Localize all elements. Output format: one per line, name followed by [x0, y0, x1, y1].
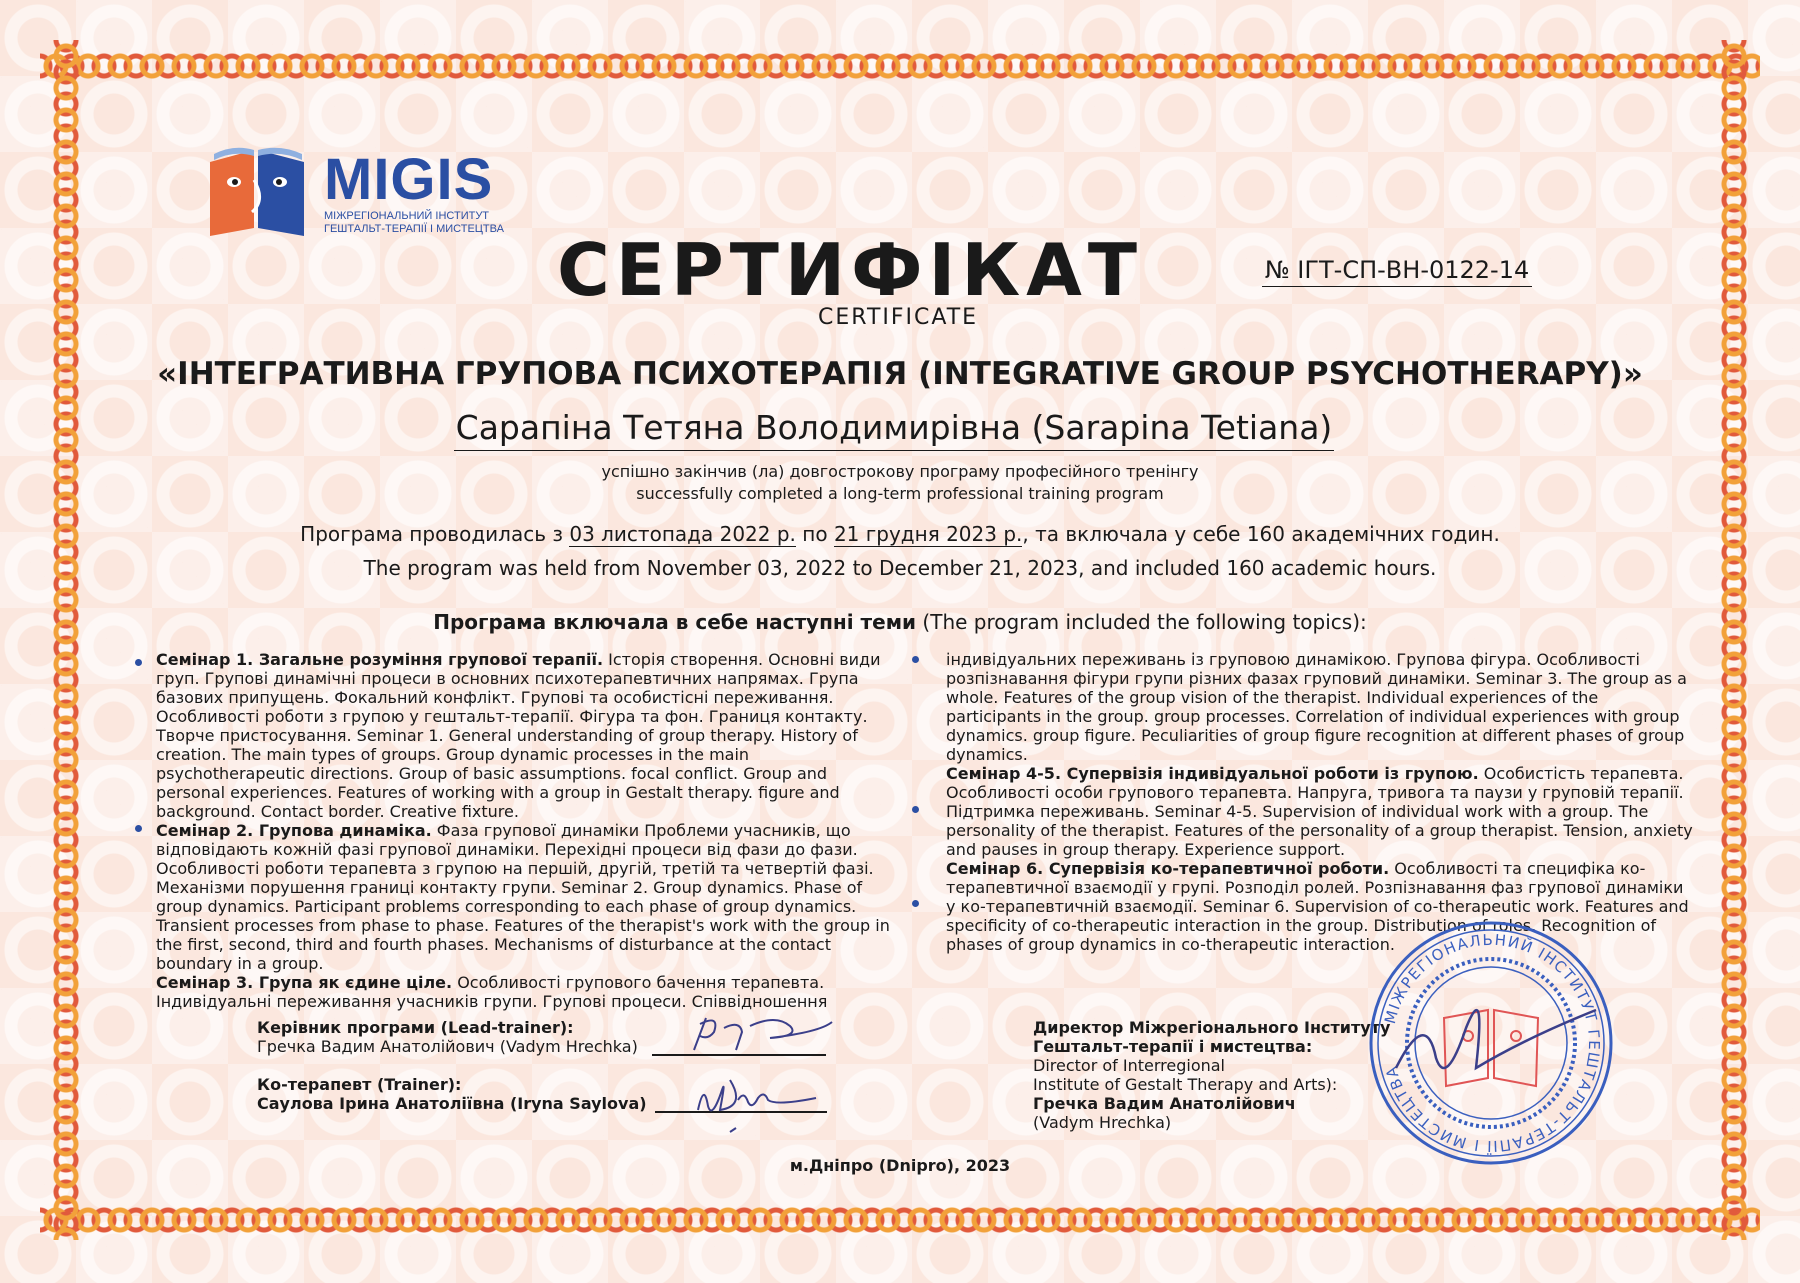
trainer-block — [257, 1075, 647, 1113]
lead-trainer-name: Гречка Вадим Анатолійович (Vadym Hrechka) — [257, 1037, 638, 1056]
topics-left-column — [156, 650, 896, 1011]
lead-trainer-block — [257, 1018, 638, 1056]
topics-heading — [0, 610, 1800, 634]
trainer-signature — [686, 1070, 826, 1134]
bullet-dot — [135, 825, 142, 832]
logo-name: MIGIS — [324, 147, 494, 212]
topic-title: Семінар 4-5. Супервізія індивідуальної роботи із групою. — [946, 764, 1479, 783]
bullet-dot — [912, 900, 919, 907]
bullet-dot — [912, 806, 919, 813]
logo-subtitle-1: МІЖРЕГІОНАЛЬНИЙ ІНСТИТУТ — [324, 210, 490, 222]
topic-text: Особливості групового бачення терапевта. Індивідуальні переживання учасників групи. Групові процеси. Співвідношення — [156, 973, 828, 1011]
trainer-name: Саулова Ірина Анатоліївна (Iryna Saylova) — [257, 1094, 647, 1113]
institute-seal — [1366, 918, 1616, 1168]
completed-text-ua: успішно закінчив (ла) довгострокову програму професійного тренінгу — [601, 462, 1199, 481]
program-dates-en: The program was held from November 03, 2022 to December 21, 2023, and included 160 academic hours. — [363, 556, 1437, 580]
topic-item — [946, 764, 1696, 859]
recipient-name: Сарапіна Тетяна Володимирівна (Sarapina Tetiana) — [454, 408, 1334, 451]
topic-item — [156, 821, 896, 973]
book-face-icon — [204, 140, 314, 240]
trainer-title: Ко-терапевт (Trainer): — [257, 1075, 462, 1094]
certificate-number: № ІГТ-СП-ВН-0122-14 — [1262, 256, 1532, 287]
program-dates-ua — [0, 522, 1800, 546]
bullet-dot — [135, 659, 142, 666]
director-title-2: Гештальт-терапії і мистецтва: — [1033, 1037, 1313, 1056]
topic-title: Семінар 6. Супервізія ко-терапевтичної роботи. — [946, 859, 1390, 878]
topic-title: Семінар 3. Група як єдине ціле. — [156, 973, 453, 992]
logo-subtitle-2: ГЕШТАЛЬТ-ТЕРАПІЇ І МИСТЕЦТВА — [324, 223, 504, 235]
topic-text: Особистість терапевта. Особливості особи групового терапевта. Напруга, тривога та паузи у груповій терапії. Підтримка переживань. Seminar 4-5. Supervision of individual work with a group. The personality of the therapist. Features of the personality of a group therapist. Tension, anxiety and pauses in group therapy. Experience support. — [946, 764, 1693, 859]
migis-logo — [204, 140, 524, 240]
bullet-dot — [912, 656, 919, 663]
lead-signature — [680, 1010, 840, 1060]
lead-trainer-title: Керівник програми (Lead-trainer): — [257, 1018, 574, 1037]
topic-title: Семінар 2. Групова динаміка. — [156, 821, 432, 840]
topics-heading-ua: Програма включала в себе наступні теми — [433, 610, 917, 634]
topics-heading-en: (The program included the following topics): — [916, 610, 1367, 634]
program-title: «ІНТЕГРАТИВНА ГРУПОВА ПСИХОТЕРАПІЯ (INTEGRATIVE GROUP PSYCHOTHERAPY)» — [157, 356, 1643, 392]
place-and-year: м.Дніпро (Dnipro), 2023 — [789, 1156, 1011, 1175]
director-title-en-2: Institute of Gestalt Therapy and Arts): — [1033, 1075, 1338, 1094]
topic-item — [946, 650, 1696, 764]
dates-ua-part2: по — [795, 522, 834, 546]
topic-text: Історія створення. Основні види груп. Групові динамічні процеси в основних психотерапевтичних напрямах. Група базових припущень. Фокальний конфлікт. Групові та особистісні переживання. Особливості роботи з групою у гештальт-терапії. Фігура та фон. Границя контакту. Творче пристосування. Seminar 1. General understanding of group therapy. History of creation. The main types of groups. Group dynamic processes in the main psychotherapeutic directions. Group of basic assumptions. focal conflict. Group and personal experiences. Features of working with a group in Gestalt therapy. figure and background. Contact border. Creative fixture. — [156, 650, 881, 821]
dates-ua-part3: , та включала у себе 160 академічних годин. — [1022, 522, 1500, 546]
director-name-en: (Vadym Hrechka) — [1033, 1113, 1172, 1132]
topic-text: Особливості та специфіка ко-терапевтичної взаємодії у групі. Розподіл ролей. Розпізнавання фаз групової динаміки у ко-терапевтичній взаємодії. Seminar 6. Supervision of co-therapeutic work. Features and specificity of co-therapeutic interaction in the group. Distribution of roles. Recognition of phases of group dynamics in co-therapeutic interaction. — [946, 859, 1689, 954]
director-title-en-1: Director of Interregional — [1033, 1056, 1225, 1075]
director-title-1: Директор Міжрегіонального Інституту — [1033, 1018, 1391, 1037]
completed-text-en: successfully completed a long-term professional training program — [636, 484, 1164, 503]
certificate-subtitle: CERTIFICATE — [818, 305, 979, 330]
topic-text: індивідуальних переживань із груповою динамікою. Групова фігура. Особливості розпізнавання фігури групи різних фазах груповий динаміки. Seminar 3. The group as a whole. Features of the group vision of the therapist. Individual experiences of the participants in the group. group processes. Correlation of individual experiences with group dynamics. group figure. Peculiarities of group figure recognition at different phases of group dynamics. — [946, 650, 1687, 764]
topic-text: Фаза групової динаміки Проблеми учасників, що відповідають кожній фазі групової динаміки. Перехідні процеси від фази до фази. Особливості роботи терапевта з групою на першій, другій, третій та четвертій фазі. Механізми порушення границі контакту групи. Seminar 2. Group dynamics. Phase of group dynamics. Participant problems corresponding to each phase of group dynamics. Transient processes from phase to phase. Features of the therapist's work with the group in the first, second, third and fourth phases. Mechanisms of disturbance at the contact boundary in a group. — [156, 821, 890, 973]
dates-ua-end: 21 грудня 2023 р. — [833, 522, 1023, 546]
topic-item — [156, 973, 896, 1011]
topic-title: Семінар 1. Загальне розуміння групової терапії. — [156, 650, 604, 669]
director-block — [1033, 1018, 1393, 1132]
certificate-title: СЕРТИФІКАТ — [556, 228, 1144, 312]
dates-ua-part1: Програма проводилась з — [300, 522, 570, 546]
topic-item — [156, 650, 896, 821]
dates-ua-start: 03 листопада 2022 р. — [569, 522, 796, 546]
seal-text: МІЖРЕГІОНАЛЬНИЙ ІНСТИТУТ ГЕШТАЛЬТ-ТЕРАПІЇ І МИСТЕЦТВА — [1380, 930, 1604, 1156]
topics-right-column — [946, 650, 1696, 954]
director-name: Гречка Вадим Анатолійович — [1033, 1094, 1296, 1113]
